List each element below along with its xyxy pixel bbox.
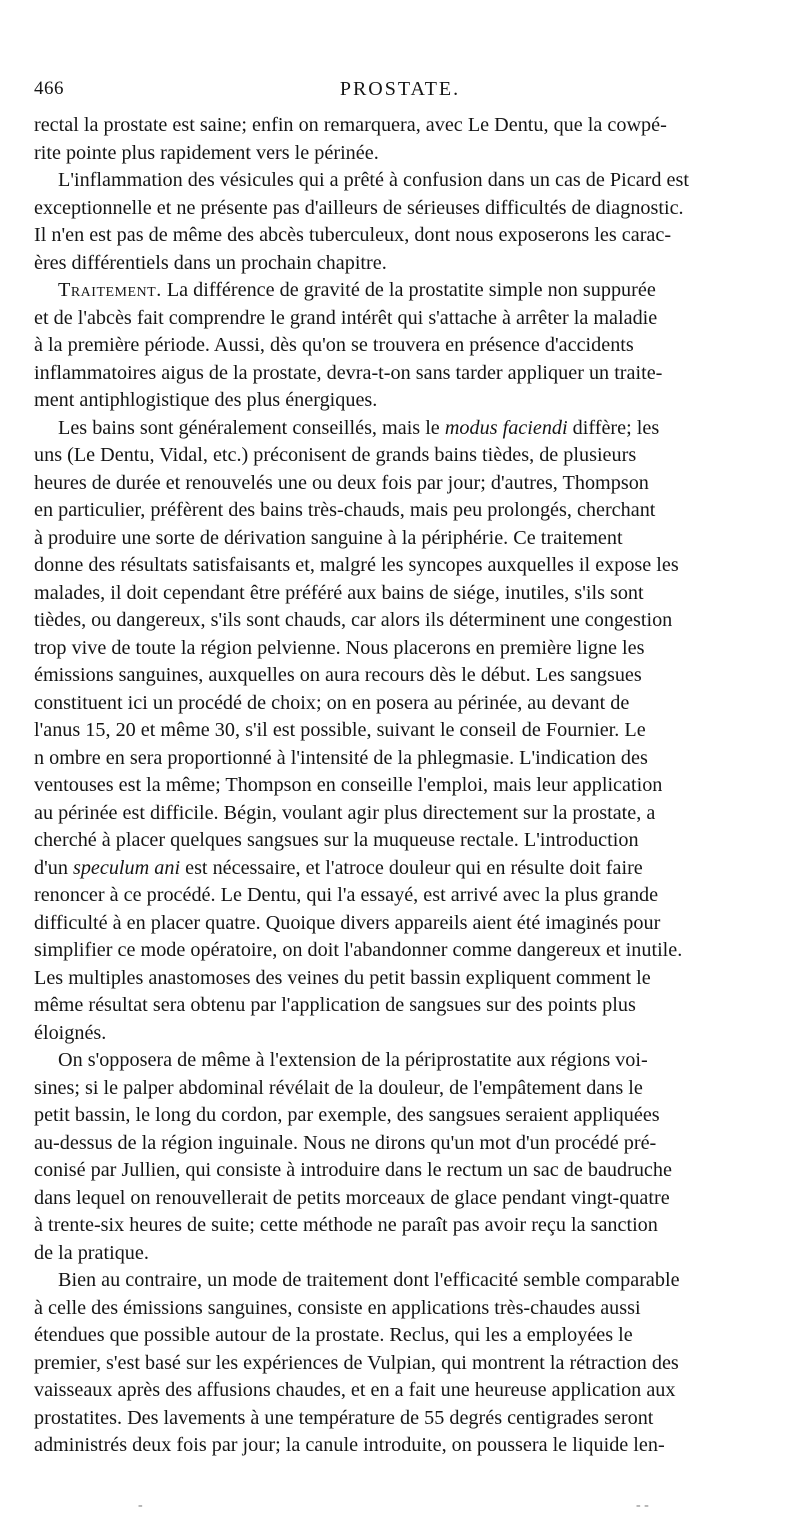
line-text: difficulté à en placer quatre. Quoique divers appareils aient été imaginés pour	[34, 911, 661, 934]
line-text: à produire une sorte de dérivation sanguine à la périphérie. Ce traitement	[34, 526, 623, 549]
line-text: constituent ici un procédé de choix; on en posera au périnée, au devant de	[34, 691, 630, 714]
text-line	[34, 1212, 762, 1240]
text-line	[34, 635, 762, 663]
line-text: donne des résultats satisfaisants et, malgré les syncopes auxquelles il expose les	[34, 554, 679, 576]
line-text: en particulier, préfèrent des bains très-chauds, mais peu prolongés, cherchant	[34, 499, 656, 521]
text-line	[34, 772, 762, 800]
bottom-mark-left: -	[138, 1498, 143, 1513]
text-line	[34, 717, 762, 745]
text-line	[34, 1377, 762, 1405]
text-line	[34, 332, 762, 360]
line-text: ères différentiels dans un prochain chapitre.	[34, 251, 387, 274]
line-text: La différence de gravité de la prostatite simple non suppurée	[161, 279, 656, 301]
text-line	[34, 470, 762, 498]
text-line	[34, 745, 762, 773]
line-text: malades, il doit cependant être préféré aux bains de siége, inutiles, s'ils sont	[34, 581, 644, 604]
line-text: Bien au contraire, un mode de traitement dont l'efficacité semble comparable	[58, 1269, 680, 1291]
line-text: renoncer à ce procédé. Le Dentu, qui l'a essayé, est arrivé avec la plus grande	[34, 884, 659, 906]
line-text: ment antiphlogistique des plus énergiques.	[34, 389, 378, 411]
line-text: ventouses est la même; Thompson en conseille l'emploi, mais leur application	[34, 774, 663, 796]
text-line	[34, 1157, 762, 1185]
line-text: éloignés.	[34, 1021, 107, 1044]
text-line	[34, 1130, 762, 1158]
text-line	[34, 910, 762, 938]
line-text: petit bassin, le long du cordon, par exemple, des sangsues seraient appliquées	[34, 1104, 660, 1126]
text-line	[34, 1185, 762, 1213]
section-heading: Traitement.	[58, 279, 162, 301]
running-title: PROSTATE.	[339, 78, 461, 100]
text-line	[34, 690, 762, 718]
text-line	[34, 855, 762, 883]
line-text: simplifier ce mode opératoire, on doit l'abandonner comme dangereux et inutile.	[34, 939, 683, 961]
text-line	[34, 1322, 762, 1350]
line-text: même résultat sera obtenu par l'application de sangsues sur des points plus	[34, 994, 636, 1016]
text-line	[34, 992, 762, 1020]
line-text: d'un	[34, 856, 73, 879]
line-text: à trente-six heures de suite; cette méthode ne paraît pas avoir reçu la sanction	[34, 1214, 658, 1236]
line-text: diffère; les	[567, 416, 660, 439]
text-line	[34, 882, 762, 910]
text-line	[34, 1405, 762, 1433]
line-text: trop vive de toute la région pelvienne. Nous placerons en première ligne les	[34, 636, 645, 659]
text-line	[34, 1432, 762, 1460]
text-line	[34, 827, 762, 855]
text-line	[34, 112, 762, 140]
line-text: dans lequel on renouvellerait de petits morceaux de glace pendant vingt-quatre	[34, 1186, 670, 1209]
line-text: n ombre en sera proportionné à l'intensité de la phlegmasie. L'indication des	[34, 746, 648, 769]
line-text: inflammatoires aigus de la prostate, devra-t-on sans tarder appliquer un traite-	[34, 361, 663, 384]
text-line	[34, 1240, 762, 1268]
page-header	[34, 78, 766, 108]
line-text: vaisseaux après des affusions chaudes, et en a fait une heureuse application aux	[34, 1379, 676, 1401]
text-line	[34, 937, 762, 965]
line-text: émissions sanguines, auxquelles on aura recours dès le début. Les sangsues	[34, 664, 642, 686]
text-line	[34, 250, 762, 278]
line-text: premier, s'est basé sur les expériences de Vulpian, qui montrent la rétraction des	[34, 1351, 679, 1374]
line-text: Il n'en est pas de même des abcès tuberculeux, dont nous exposerons les carac-	[34, 224, 672, 246]
page-number: 466	[34, 78, 64, 99]
text-line	[34, 442, 762, 470]
line-text: et de l'abcès fait comprendre le grand intérêt qui s'attache à arrêter la maladie	[34, 306, 658, 329]
line-text: prostatites. Des lavements à une température de 55 degrés centigrades seront	[34, 1406, 654, 1429]
line-text: uns (Le Dentu, Vidal, etc.) préconisent de grands bains tièdes, de plusieurs	[34, 444, 637, 466]
italic-term: modus faciendi	[444, 416, 568, 439]
text-line	[34, 497, 762, 525]
line-text: cherché à placer quelques sangsues sur la muqueuse rectale. L'introduction	[34, 829, 639, 851]
text-line	[34, 1295, 762, 1323]
text-line	[34, 387, 762, 415]
text-line	[34, 525, 762, 553]
text-line	[34, 607, 762, 635]
line-text: Les bains sont généralement conseillés, mais le	[58, 416, 445, 439]
bottom-mark-right: - -	[636, 1498, 649, 1513]
text-line	[34, 800, 762, 828]
line-text: étendues que possible autour de la prostate. Reclus, qui les a employées le	[34, 1324, 633, 1346]
line-text: On s'opposera de même à l'extension de la périprostatite aux régions voi-	[58, 1049, 648, 1071]
line-text: administrés deux fois par jour; la canule introduite, on poussera le liquide len-	[34, 1434, 665, 1456]
line-text: l'anus 15, 20 et même 30, s'il est possible, suivant le conseil de Fournier. Le	[34, 719, 646, 741]
line-text: sines; si le palper abdominal révélait de la douleur, de l'empâtement dans le	[34, 1076, 643, 1099]
italic-term: speculum ani	[72, 856, 181, 879]
text-line	[34, 552, 762, 580]
line-text: rite pointe plus rapidement vers le périnée.	[34, 141, 379, 164]
line-text: conisé par Jullien, qui consiste à introduire dans le rectum un sac de baudruche	[34, 1159, 672, 1181]
line-text: à la première période. Aussi, dès qu'on se trouvera en présence d'accidents	[34, 334, 634, 356]
text-line	[34, 1047, 762, 1075]
line-text: heures de durée et renouvelés une ou deux fois par jour; d'autres, Thompson	[34, 471, 649, 494]
text-line	[34, 1102, 762, 1130]
text-line	[34, 277, 762, 305]
text-line	[34, 1020, 762, 1048]
text-line	[34, 360, 762, 388]
text-line	[34, 195, 762, 223]
line-text: de la pratique.	[34, 1241, 149, 1264]
text-line	[34, 1267, 762, 1295]
line-text: Les multiples anastomoses des veines du petit bassin expliquent comment le	[34, 966, 651, 989]
line-text: à celle des émissions sanguines, consiste en applications très-chaudes aussi	[34, 1296, 641, 1319]
text-line	[34, 167, 762, 195]
text-line	[34, 415, 762, 443]
text-line	[34, 580, 762, 608]
text-line	[34, 222, 762, 250]
text-line	[34, 305, 762, 333]
line-text: au-dessus de la région inguinale. Nous ne dirons qu'un mot d'un procédé pré-	[34, 1131, 657, 1154]
text-line	[34, 1350, 762, 1378]
body-text	[34, 112, 762, 1460]
line-text: exceptionnelle et ne présente pas d'ailleurs de sérieuses difficultés de diagnostic.	[34, 196, 684, 219]
text-line	[34, 140, 762, 168]
line-text: est nécessaire, et l'atroce douleur qui en résulte doit faire	[180, 856, 643, 879]
line-text: au périnée est difficile. Bégin, voulant agir plus directement sur la prostate, a	[34, 801, 656, 824]
line-text: tièdes, ou dangereux, s'ils sont chauds, car alors ils déterminent une congestion	[34, 609, 673, 631]
text-line	[34, 662, 762, 690]
text-line	[34, 965, 762, 993]
line-text: L'inflammation des vésicules qui a prêté à confusion dans un cas de Picard est	[58, 169, 689, 191]
text-line	[34, 1075, 762, 1103]
line-text: rectal la prostate est saine; enfin on remarquera, avec Le Dentu, que la cowpé-	[34, 114, 667, 136]
